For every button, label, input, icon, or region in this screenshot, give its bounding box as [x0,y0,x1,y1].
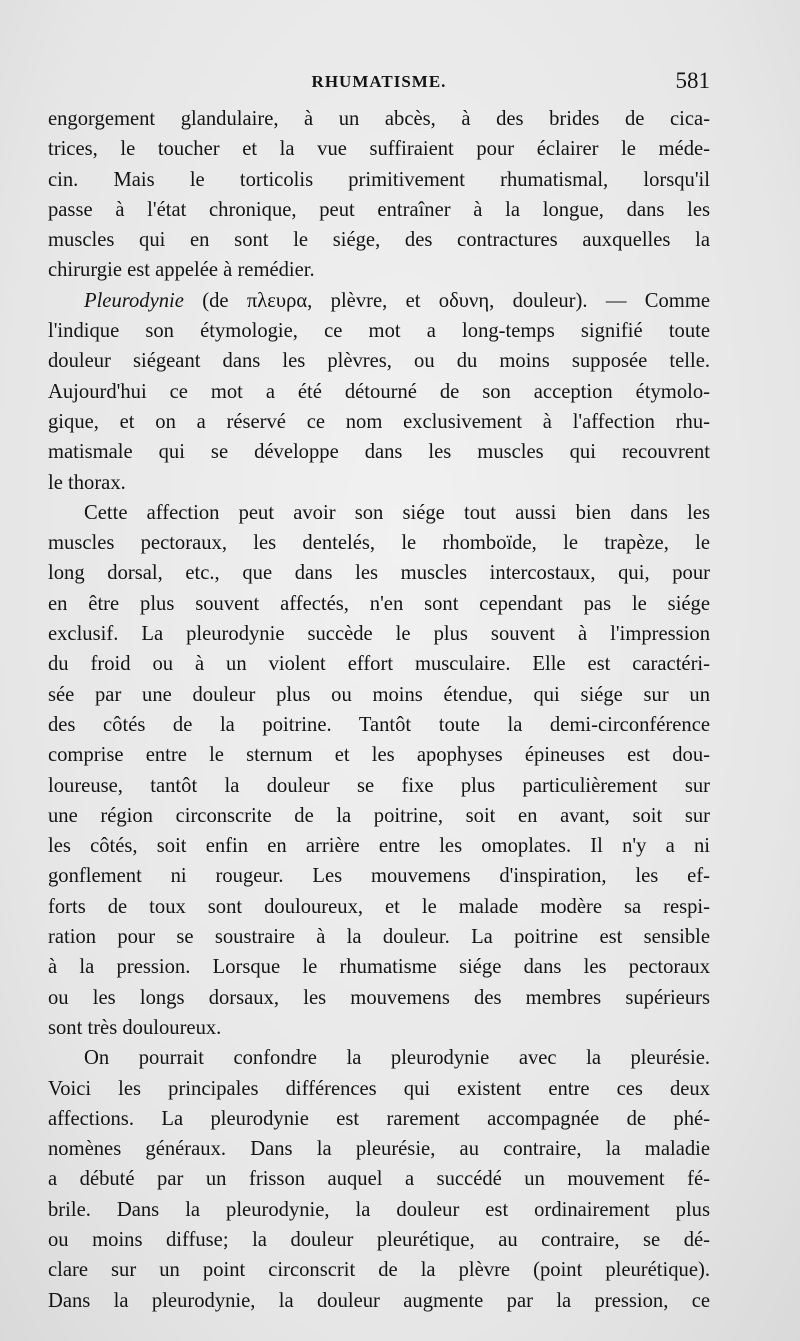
text-line: loureuse, tantôt la douleur se fixe plus particulièrement sur [48,774,710,797]
text-line: trices, le toucher et la vue suffiraient pour éclairer le méde- [48,138,710,161]
text-line: affections. La pleurodynie est rarement accompagnée de phé- [48,1107,710,1130]
text-line: l'indique son étymologie, ce mot a long-temps signifié toute [48,320,710,343]
text-line: muscles qui en sont le siége, des contractures auxquelles la [48,229,710,252]
text-line: nomènes généraux. Dans la pleurésie, au contraire, la maladie [48,1138,710,1161]
text-line: brile. Dans la pleurodynie, la douleur est ordinairement plus [48,1198,710,1221]
text-line: les côtés, soit enfin en arrière entre les omoplates. Il n'y a ni [48,835,710,858]
text-line: chirurgie est appelée à remédier. [48,259,315,282]
text-line: douleur siégeant dans les plèvres, ou du moins supposée telle. [48,350,710,373]
text-line: Cette affection peut avoir son siége tout aussi bien dans les [84,501,710,524]
text-line: le thorax. [48,471,126,494]
text-line: gique, et on a réservé ce nom exclusivement à l'affection rhu- [48,410,710,433]
term-pleurodynie: Pleurodynie [84,289,184,312]
text-line-pleurodynie [48,286,710,316]
text-line: une région circonscrite de la poitrine, soit en avant, soit sur [48,804,710,827]
text-line: à la pression. Lorsque le rhumatisme siége dans les pectoraux [48,956,710,979]
page-number: 581 [675,68,710,93]
text-line: On pourrait confondre la pleurodynie avec la pleurésie. [84,1047,710,1070]
text-line: comprise entre le sternum et les apophyses épineuses est dou- [48,744,710,767]
text-line: ration pour se soustraire à la douleur. La poitrine est sensible [48,926,710,949]
text-line: sée par une douleur plus ou moins étendue, qui siége sur un [48,683,710,706]
text-line: clare sur un point circonscrit de la plèvre (point pleurétique). [48,1259,710,1282]
text-line: Voici les principales différences qui existent entre ces deux [48,1077,710,1100]
running-title: RHUMATISME. [311,72,447,91]
text-line: Aujourd'hui ce mot a été détourné de son acception étymolo- [48,380,710,403]
text-line: ou les longs dorsaux, les mouvemens des membres supérieurs [48,986,710,1009]
text-line: a débuté par un frisson auquel a succédé un mouvement fé- [48,1168,710,1191]
text-line: cin. Mais le torticolis primitivement rhumatismal, lorsqu'il [48,168,710,191]
text-line: en être plus souvent affectés, n'en sont cependant pas le siége [48,592,710,615]
text-line: matismale qui se développe dans les muscles qui recouvrent [48,441,710,464]
text-line: passe à l'état chronique, peut entraîner à la longue, dans les [48,198,710,221]
text-line: engorgement glandulaire, à un abcès, à des brides de cica- [48,108,710,130]
etymology-text: (de πλευρα, plèvre, et οδυνη, douleur). — Comme [183,289,710,312]
text-line: sont très douloureux. [48,1016,222,1039]
text-line: exclusif. La pleurodynie succède le plus souvent à l'impression [48,623,710,646]
page-header [48,68,710,98]
text-line: ou moins diffuse; la douleur pleurétique, au contraire, se dé- [48,1228,710,1251]
text-line: du froid ou à un violent effort musculaire. Elle est caractéri- [48,653,710,676]
body-text [48,104,710,1316]
text-line: forts de toux sont douloureux, et le malade modère sa respi- [48,895,710,918]
text-line: des côtés de la poitrine. Tantôt toute la demi-circonférence [48,713,710,736]
text-line: Dans la pleurodynie, la douleur augmente par la pression, ce [48,1289,710,1312]
text-line: gonflement ni rougeur. Les mouvemens d'inspiration, les ef- [48,865,710,888]
text-line: long dorsal, etc., que dans les muscles intercostaux, qui, pour [48,562,710,585]
text-line: muscles pectoraux, les dentelés, le rhomboïde, le trapèze, le [48,532,710,555]
